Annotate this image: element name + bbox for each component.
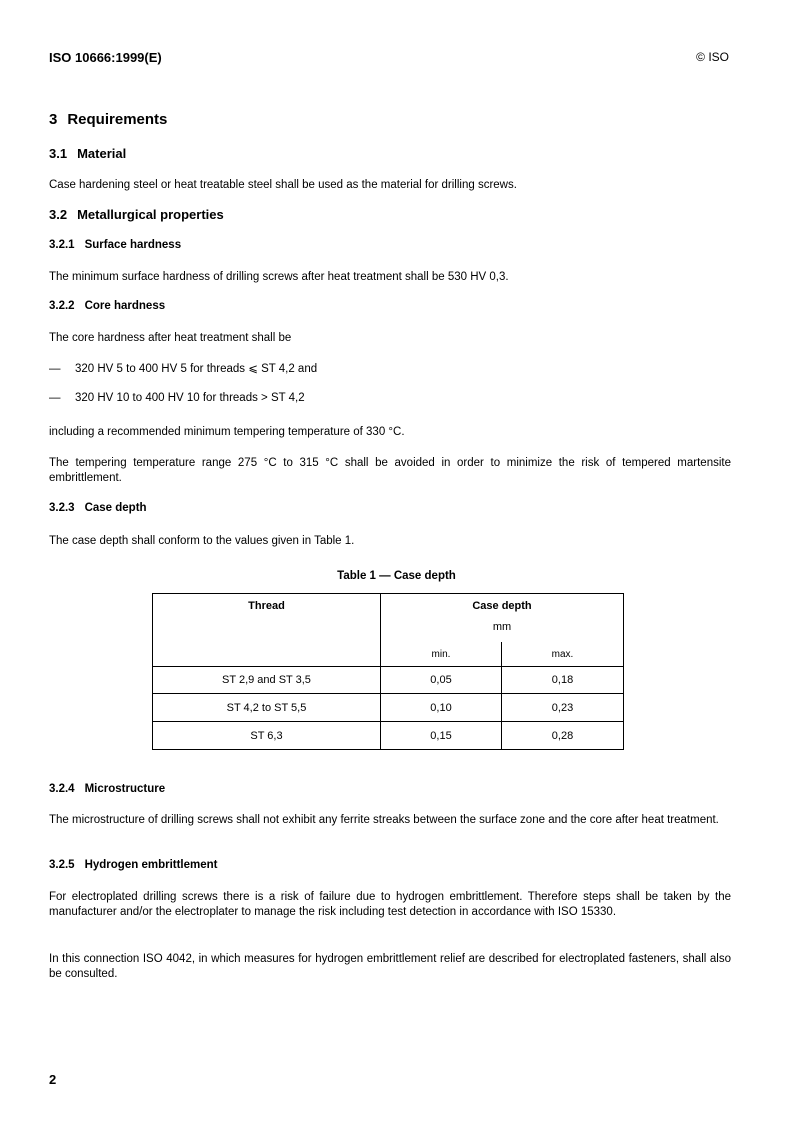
section-number: 3 <box>49 111 58 128</box>
list-item-text: 320 HV 5 to 400 HV 5 for threads ⩽ ST 4,2 and <box>75 363 318 375</box>
hydrogen-paragraph-2: In this connection ISO 4042, in which measures for hydrogen embrittlement relief are described for electroplated fasteners, shall also be consulted. <box>49 953 731 980</box>
column-header-min: min. <box>431 649 451 660</box>
section-heading-3-1 <box>49 146 126 161</box>
section-number: 3.2.1 <box>49 239 75 251</box>
section-heading-3 <box>49 111 167 128</box>
section-heading-3-2-4 <box>49 783 165 795</box>
list-item-text: 320 HV 10 to 400 HV 10 for threads > ST 4,2 <box>75 392 305 404</box>
dash-bullet: — <box>49 363 61 375</box>
case-depth-table <box>152 593 624 750</box>
table-divider <box>153 666 623 667</box>
section-heading-3-2-1 <box>49 239 181 251</box>
section-title: Surface hardness <box>84 239 182 251</box>
tempering-recommendation: including a recommended minimum tempering temperature of 330 °C. <box>49 426 405 438</box>
section-number: 3.2 <box>49 207 68 222</box>
section-number: 3.1 <box>49 146 68 161</box>
section-heading-3-2-2 <box>49 300 165 312</box>
list-item <box>49 392 305 404</box>
case-depth-paragraph: The case depth shall conform to the values given in Table 1. <box>49 535 355 547</box>
table-cell-min: 0,10 <box>430 702 452 714</box>
table-divider <box>380 594 381 749</box>
microstructure-paragraph: The microstructure of drilling screws shall not exhibit any ferrite streaks between the surface zone and the core after heat treatment. <box>49 814 719 826</box>
unit-label: mm <box>492 621 512 633</box>
table-cell-min: 0,05 <box>430 674 452 686</box>
section-title: Microstructure <box>84 783 166 795</box>
column-header-case-depth: Case depth <box>472 600 532 612</box>
table-cell-thread: ST 2,9 and ST 3,5 <box>222 674 311 686</box>
section-title: Material <box>77 146 127 161</box>
column-header-max: max. <box>551 649 574 660</box>
section-heading-3-2 <box>49 207 224 222</box>
surface-hardness-paragraph: The minimum surface hardness of drilling screws after heat treatment shall be 530 HV 0,3. <box>49 271 509 283</box>
table-cell-thread: ST 4,2 to ST 5,5 <box>226 702 307 714</box>
table-cell-max: 0,18 <box>551 674 574 686</box>
table-cell-max: 0,28 <box>551 730 574 742</box>
table-divider <box>153 721 623 722</box>
section-title: Metallurgical properties <box>77 207 224 222</box>
section-number: 3.2.5 <box>49 859 75 871</box>
document-id: ISO 10666:1999(E) <box>49 50 162 65</box>
section-number: 3.2.4 <box>49 783 75 795</box>
section-title: Case depth <box>84 502 147 514</box>
section-title: Hydrogen embrittlement <box>84 859 218 871</box>
page-number: 2 <box>49 1072 57 1087</box>
section-heading-3-2-5 <box>49 859 218 871</box>
list-item <box>49 361 317 375</box>
tempering-range-paragraph: The tempering temperature range 275 °C to 315 °C shall be avoided in order to minimize the risk of tempered martensite embrittlement. <box>49 457 731 484</box>
column-header-thread: Thread <box>248 600 285 612</box>
table-divider <box>153 693 623 694</box>
hydrogen-paragraph-1: For electroplated drilling screws there is a risk of failure due to hydrogen embrittlement. Therefore steps shall be taken by the manufacturer and/or the electroplater to manage the risk including test detection in accordance with ISO 15330. <box>49 891 731 918</box>
table-caption: Table 1 — Case depth <box>337 570 456 582</box>
copyright-notice: © ISO <box>696 50 729 64</box>
dash-bullet: — <box>49 392 61 404</box>
section-heading-3-2-3 <box>49 502 147 514</box>
core-hardness-intro: The core hardness after heat treatment shall be <box>49 332 292 344</box>
material-paragraph: Case hardening steel or heat treatable steel shall be used as the material for drilling screws. <box>49 179 517 191</box>
table-cell-max: 0,23 <box>551 702 574 714</box>
section-title: Core hardness <box>84 300 166 312</box>
table-cell-min: 0,15 <box>430 730 452 742</box>
table-cell-thread: ST 6,3 <box>250 730 283 742</box>
section-title: Requirements <box>67 111 168 128</box>
section-number: 3.2.2 <box>49 300 75 312</box>
section-number: 3.2.3 <box>49 502 75 514</box>
